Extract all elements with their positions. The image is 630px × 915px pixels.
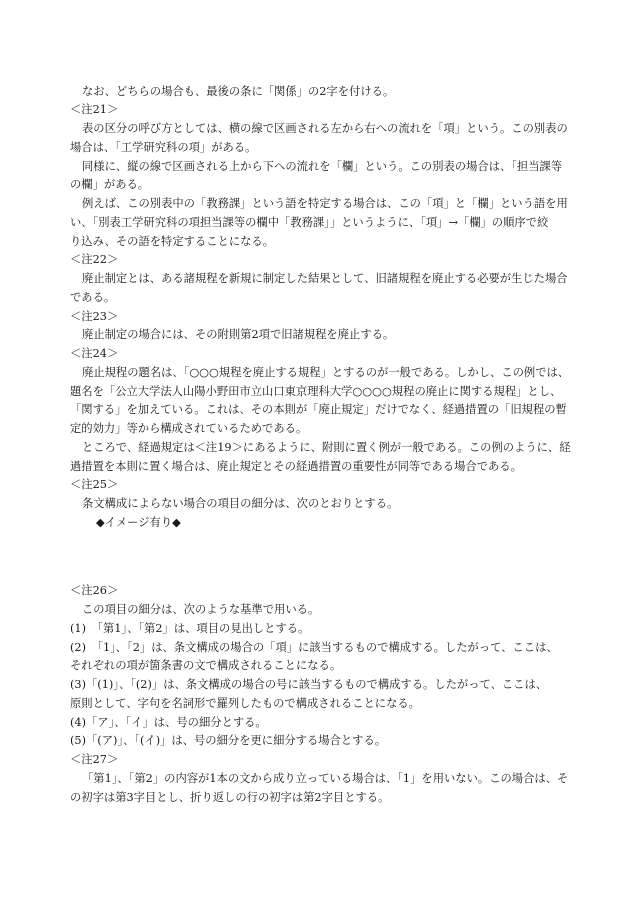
text-line: なお、どちらの場合も、最後の条に「関係」の2字を付ける。 (82, 85, 395, 98)
note-heading: ＜注21＞ (70, 103, 119, 116)
text-line: 例えば、この別表中の「教務課」という語を特定する場合は、この「項」と「欄」という語を用 (82, 197, 568, 210)
text-line: の欄」がある。 (70, 178, 150, 191)
note-heading: ＜注27＞ (70, 753, 119, 766)
note-heading: ＜注26＞ (70, 584, 119, 597)
text-line: 「関する」を加えている。これは、その本則が「廃止規定」だけでなく、経過措置の「旧規程の暫 (70, 403, 567, 416)
text-line: 条文構成によらない場合の項目の細分は、次のとおりとする。 (82, 497, 399, 510)
text-line: の初字は第3字目とし、折り返しの行の初字は第2字目とする。 (70, 791, 390, 804)
list-item: (5)「(ア)」、「(イ)」は、号の細分を更に細分する場合とする。 (70, 734, 387, 747)
text-line: い、「別表工学研究科の項担当課等の欄中「教務課」」というように、「項」→「欄」の順序で絞 (70, 216, 549, 229)
text-line: 「第1」、「第2」の内容が1本の文から成り立っている場合は、「1」を用いない。この場合は、そ (82, 772, 569, 785)
text-line: 表の区分の呼び方としては、横の線で区画される左から右への流れを「項」という。この別表の (82, 122, 568, 135)
text-line: 廃止規程の題名は、「○○○規程を廃止する規程」とするのが一般である。しかし、この例では、 (82, 366, 570, 379)
text-line: それぞれの項が箇条書の文で構成されることになる。 (70, 659, 342, 672)
list-item: (2) 「1」、「2」は、条文構成の場合の「項」に該当するもので構成する。したがって、ここは、 (70, 641, 558, 654)
note-heading: ＜注25＞ (70, 478, 119, 491)
list-item: (4)「ア」、「イ」は、号の細分とする。 (70, 716, 267, 729)
text-line: ところで、経過規定は＜注19＞にあるように、附則に置く例が一般である。この例のように、経 (82, 441, 571, 454)
list-item: (1) 「第1」、「第2」は、項目の見出しとする。 (70, 622, 310, 635)
text-line: 題名を「公立大学法人山陽小野田市立山口東京理科大学○○○○規程の廃止に関する規程」とし、 (70, 385, 562, 398)
text-line: 廃止制定の場合には、その附則第2項で旧諸規程を廃止する。 (82, 328, 395, 341)
image-placeholder-note: ◆イメージ有り◆ (96, 516, 181, 529)
note-heading: ＜注22＞ (70, 253, 119, 266)
list-item: (3)「(1)」、「(2)」は、条文構成の場合の号に該当するもので構成する。したがって、ここは、 (70, 678, 548, 691)
text-line: 廃止制定とは、ある諸規程を新規に制定した結果として、旧諸規程を廃止する必要が生じた場合 (82, 272, 568, 285)
note-heading: ＜注23＞ (70, 310, 119, 323)
text-line: 同様に、縦の線で区画される上から下への流れを「欄」という。この別表の場合は、「担当課等 (82, 160, 563, 173)
note-heading: ＜注24＞ (70, 347, 119, 360)
text-line: である。 (70, 291, 116, 304)
text-line: この項目の細分は、次のような基準で用いる。 (82, 603, 320, 616)
text-line: り込み、その語を特定することになる。 (70, 235, 275, 248)
text-line: 定的効力」等から構成されているためである。 (70, 422, 308, 435)
text-line: 原則として、字句を名詞形で羅列したもので構成されることになる。 (70, 697, 420, 710)
text-line: 場合は、「工学研究科の項」がある。 (70, 141, 257, 154)
text-line: 過措置を本則に置く場合は、廃止規定とその経過措置の重要性が同等である場合である。 (70, 460, 522, 473)
